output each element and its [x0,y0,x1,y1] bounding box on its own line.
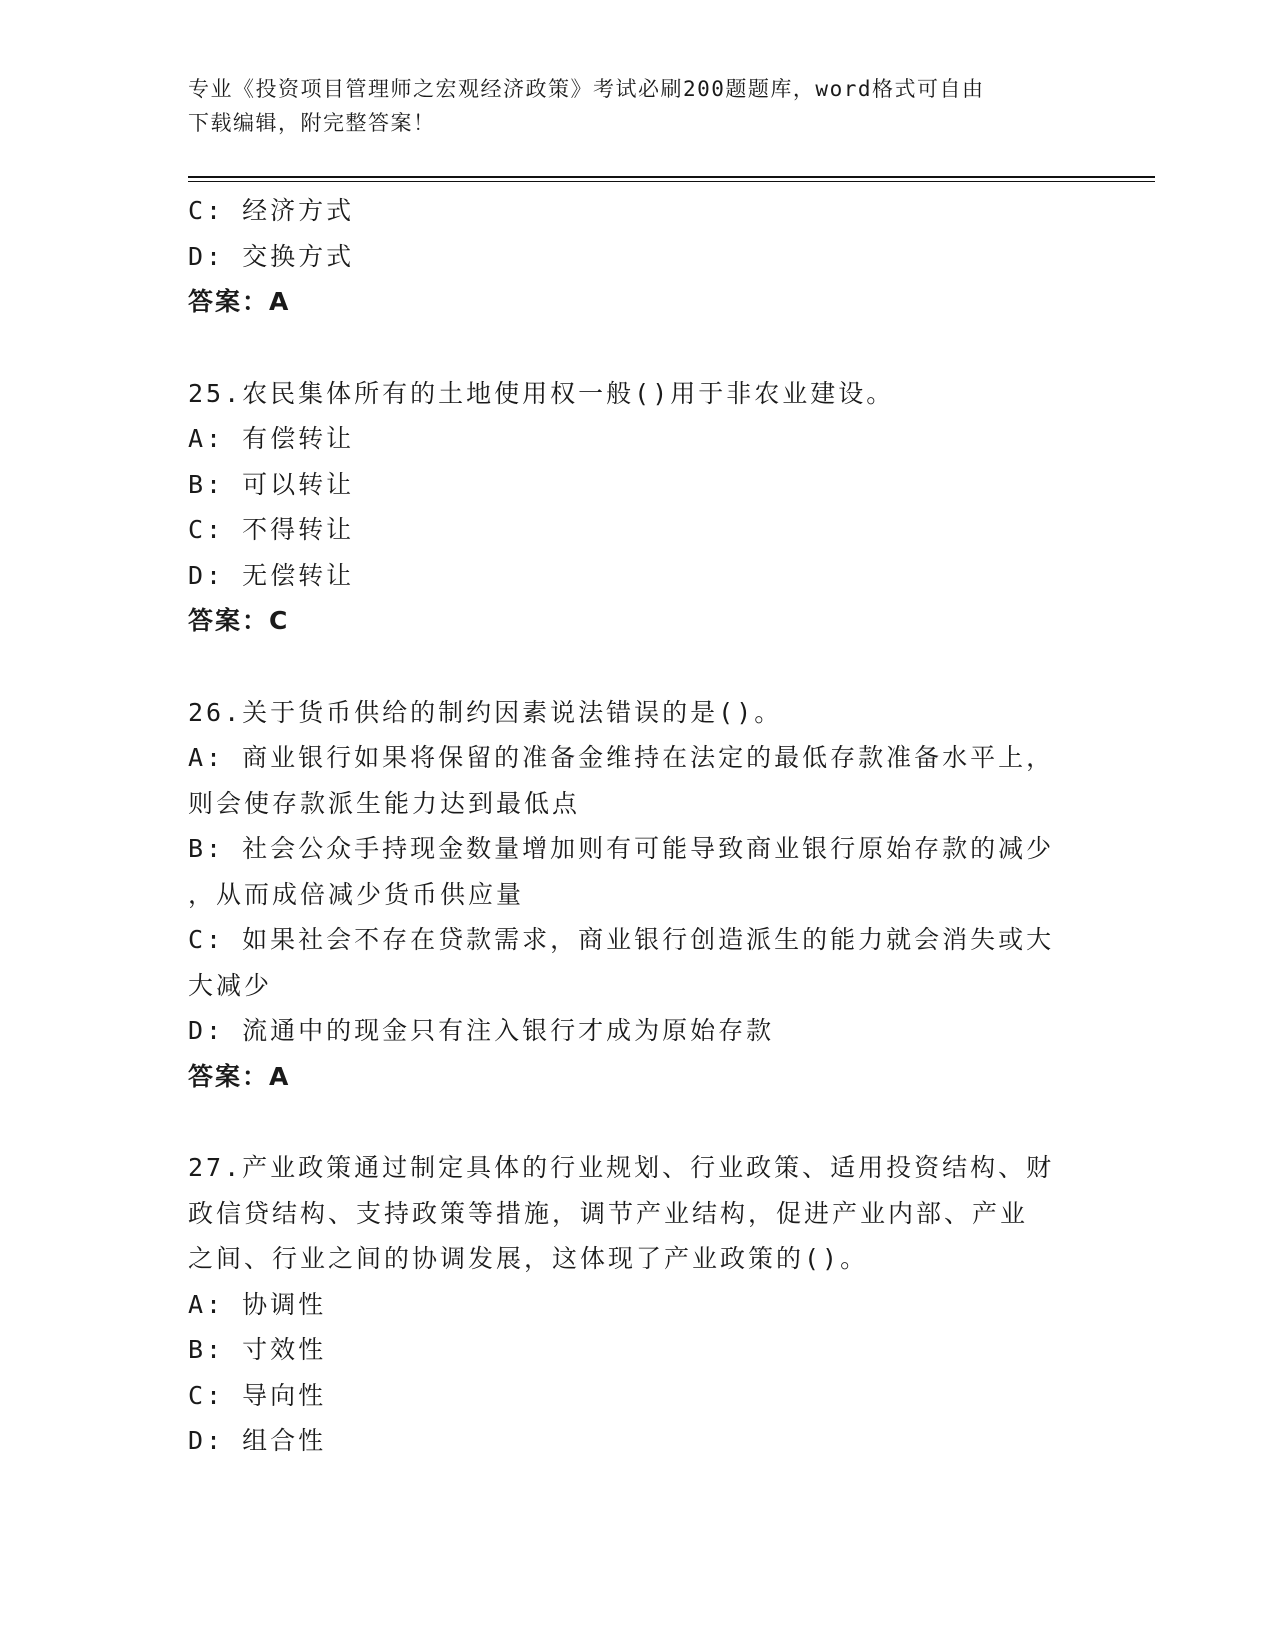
option-c: C: 导向性 [188,1380,327,1410]
question-block-25 [188,371,1078,644]
header-title-line-1: 专业《投资项目管理师之宏观经济政策》考试必刷200题题库，word格式可自由 [188,77,985,101]
option-b: B: 寸效性 [188,1335,327,1364]
option-c-continued: 大减少 [188,970,273,1000]
option-d: D: 组合性 [188,1426,327,1455]
question-block-26 [188,690,1078,1100]
answer-line: 答案：A [188,1061,291,1091]
question-block-27 [188,1145,1078,1464]
option-a: A: 有偿转让 [188,424,355,453]
option-b-continued: ，从而成倍减少货币供应量 [188,879,525,909]
question-stem: 26.关于货币供给的制约因素说法错误的是()。 [188,697,783,727]
question-block-previous [188,188,1078,325]
header-title-line-2: 下载编辑，附完整答案！ [188,111,436,135]
question-list [188,188,1078,1464]
question-stem-continued: 之间、行业之间的协调发展，这体现了产业政策的()。 [188,1244,869,1273]
page-header [188,72,1068,140]
answer-line: 答案：A [188,287,291,316]
option-d: D: 流通中的现金只有注入银行才成为原始存款 [188,1016,775,1045]
option-a: A: 协调性 [188,1289,327,1319]
option-a: A: 商业银行如果将保留的准备金维持在法定的最低存款准备水平上， [188,743,1055,772]
option-c: C: 不得转让 [188,515,355,544]
spacer [188,325,1078,371]
spacer [188,1099,1078,1145]
option-c: C: 如果社会不存在贷款需求，商业银行创造派生的能力就会消失或大 [188,925,1055,954]
option-b: B: 可以转让 [188,469,355,499]
option-a-continued: 则会使存款派生能力达到最低点 [188,788,581,818]
header-divider-thick [188,176,1155,178]
option-d: D: 无偿转让 [188,560,355,590]
option-d: D: 交换方式 [188,241,355,271]
header-divider-thin [188,181,1155,182]
question-stem: 25.农民集体所有的土地使用权一般()用于非农业建设。 [188,378,895,408]
option-b: B: 社会公众手持现金数量增加则有可能导致商业银行原始存款的减少 [188,834,1055,863]
question-stem: 27.产业政策通过制定具体的行业规划、行业政策、适用投资结构、财 [188,1153,1055,1182]
option-c: C: 经济方式 [188,196,355,225]
question-stem-continued: 政信贷结构、支持政策等措施，调节产业结构，促进产业内部、产业 [188,1198,1029,1228]
spacer [188,644,1078,690]
answer-line: 答案：C [188,606,290,635]
